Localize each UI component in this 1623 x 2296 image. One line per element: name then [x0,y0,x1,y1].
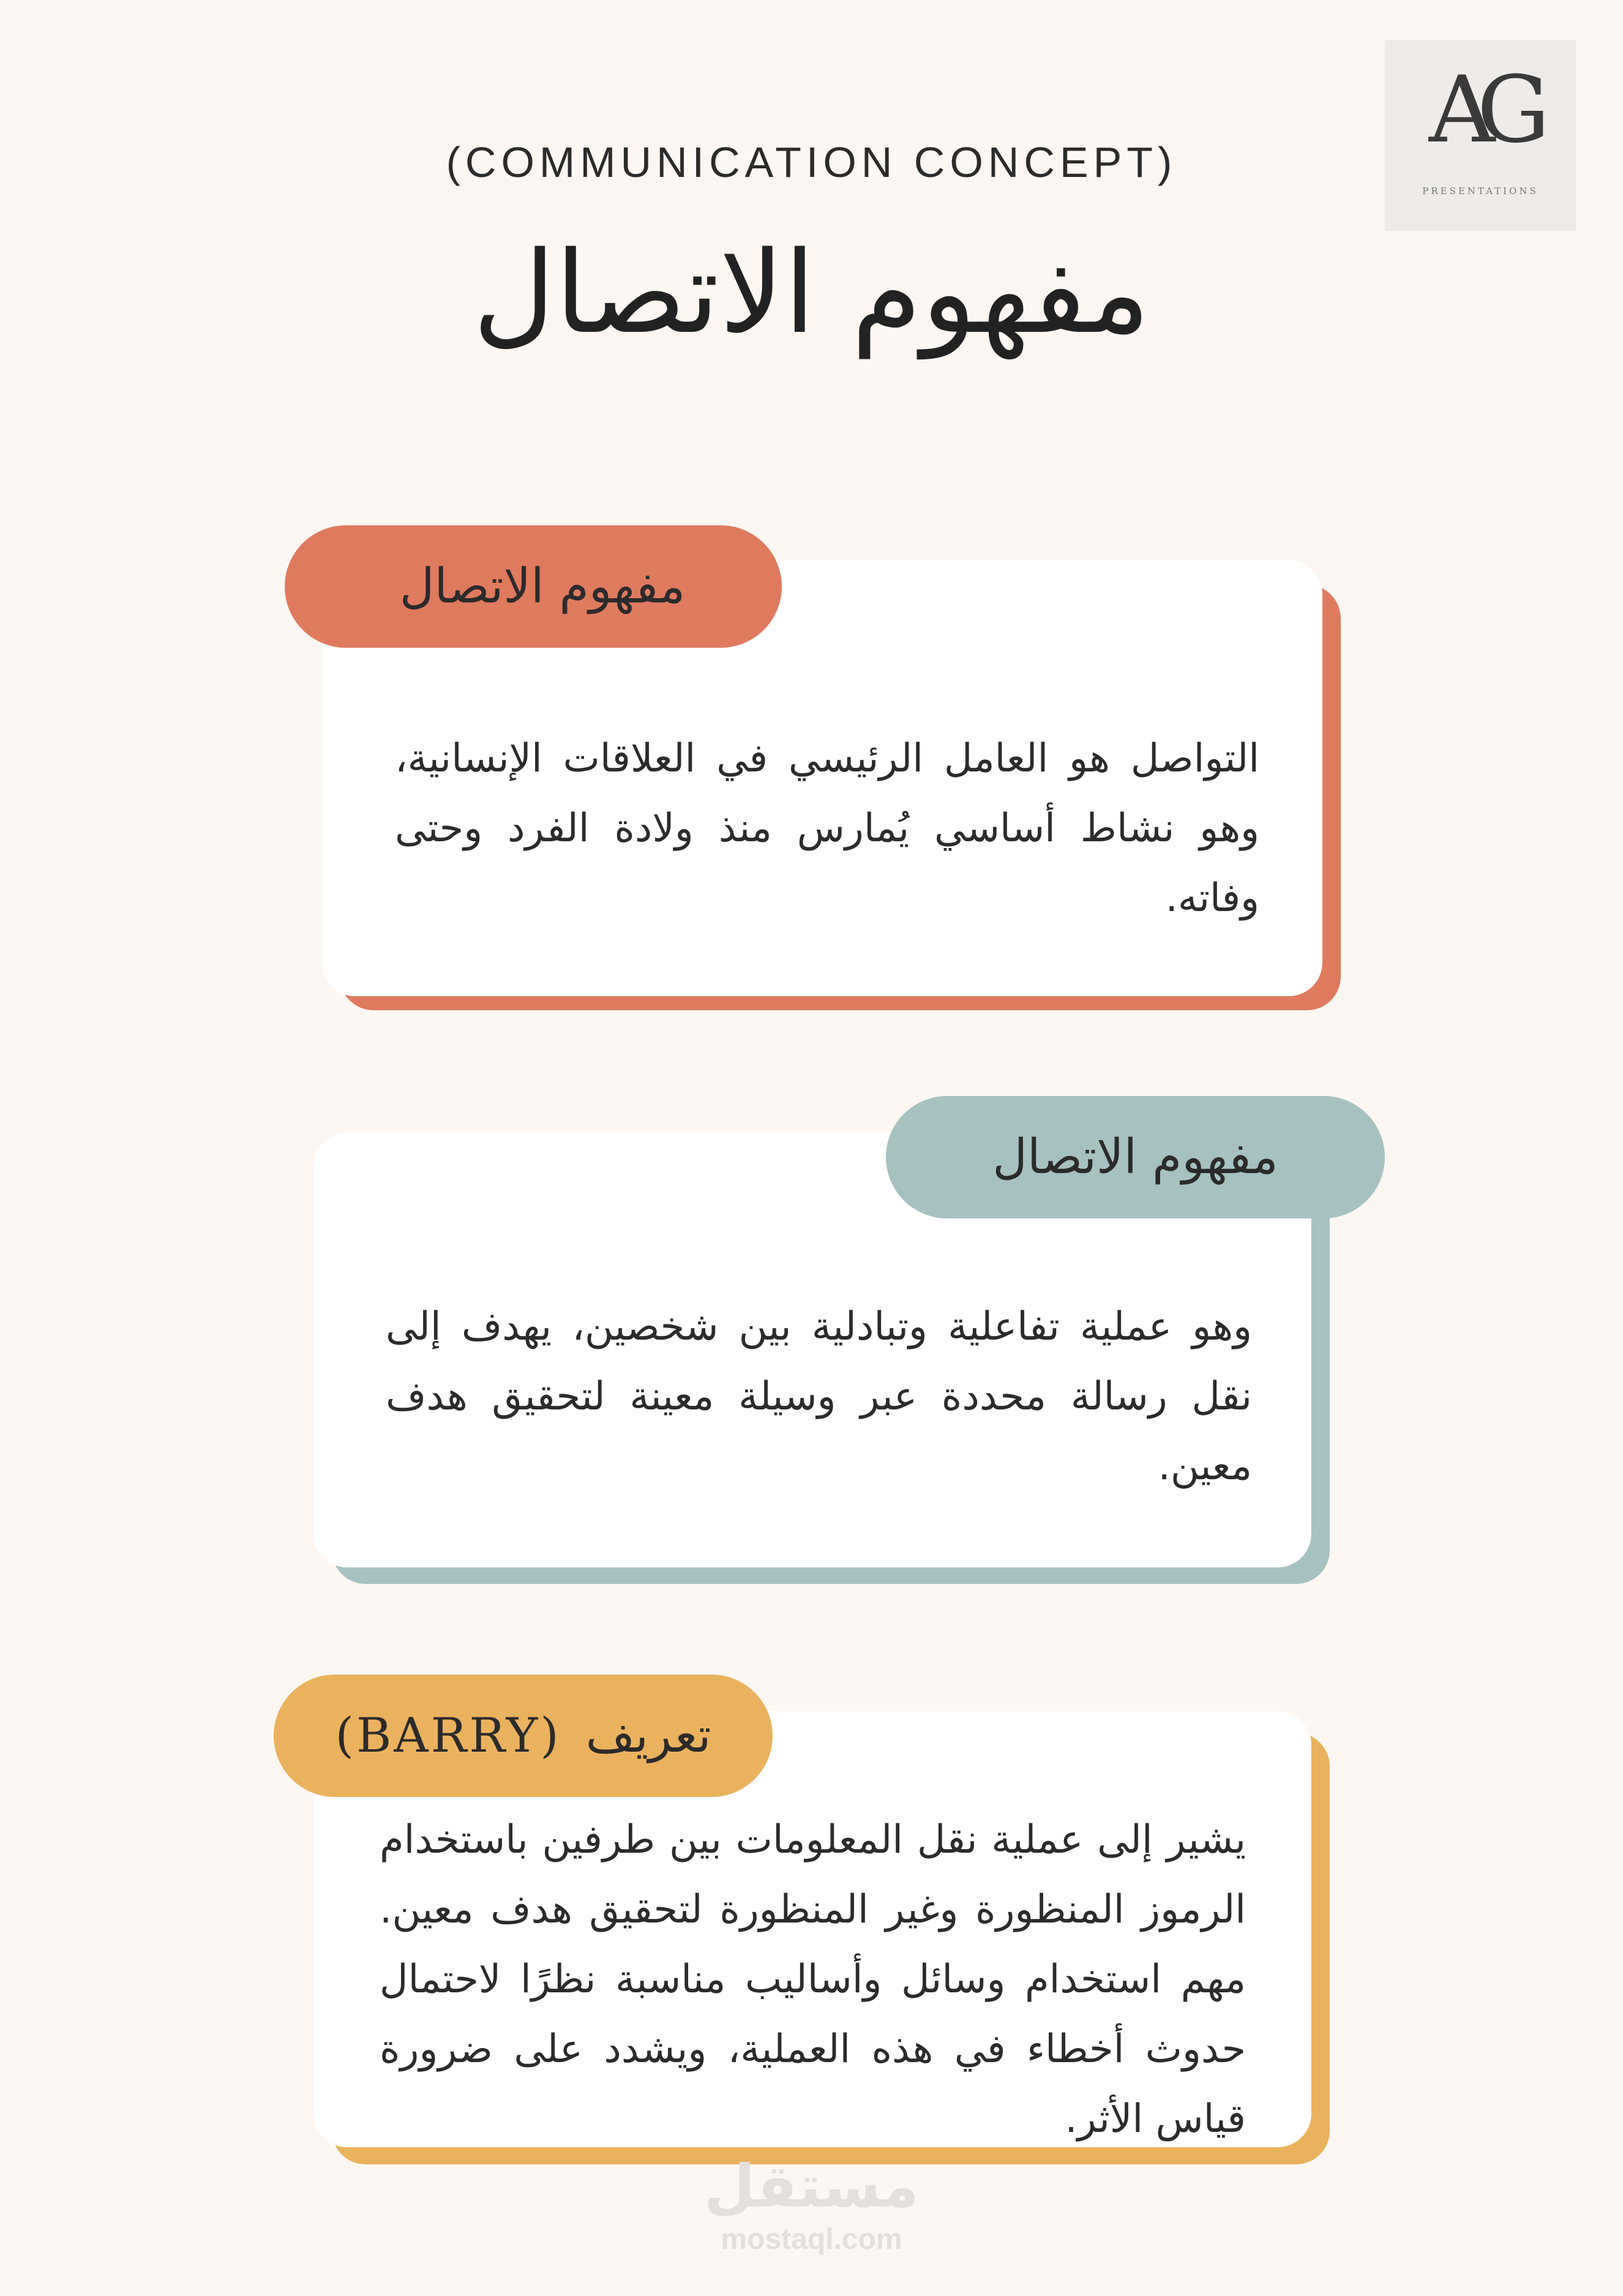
page-title: مفهوم الاتصال [473,227,1150,359]
card-2-text: وهو عملية تفاعلية وتبادلية بين شخصين، يهدف إلى نقل رسالة محددة عبر وسيلة معينة لتحقيق هدف معين. [386,1304,1252,1489]
card-3-label [274,1675,773,1797]
card-3-label-latin: (BARRY) [335,1708,561,1763]
card-3-label-arabic: تعريف [585,1708,711,1763]
watermark-latin: mostaql.com [721,2223,902,2256]
page-subtitle: (COMMUNICATION CONCEPT) [446,138,1177,186]
logo-mark: AG [1428,57,1532,163]
card-1-label: مفهوم الاتصال [285,525,782,648]
card-3-text: يشير إلى عملية نقل المعلومات بين طرفين باستخدام الرموز المنظورة وغير المنظورة لتحقيق هدف معين. مهم استخدام وسائل وأساليب مناسبة نظرًا لاحتمال حدوث أخطاء في هذه العملية، ويشدد على ضرورة قياس الأثر. [380,1817,1246,2142]
card-1-text: التواصل هو العامل الرئيسي في العلاقات الإنسانية، وهو نشاط أساسي يُمارس منذ ولادة الفرد وحتى وفاته. [395,736,1259,921]
logo-subtext: PRESENTATIONS [1422,186,1539,197]
card-2-label: مفهوم الاتصال [886,1096,1385,1218]
brand-logo [1385,40,1576,231]
watermark-arabic: مستقل [703,2152,920,2221]
